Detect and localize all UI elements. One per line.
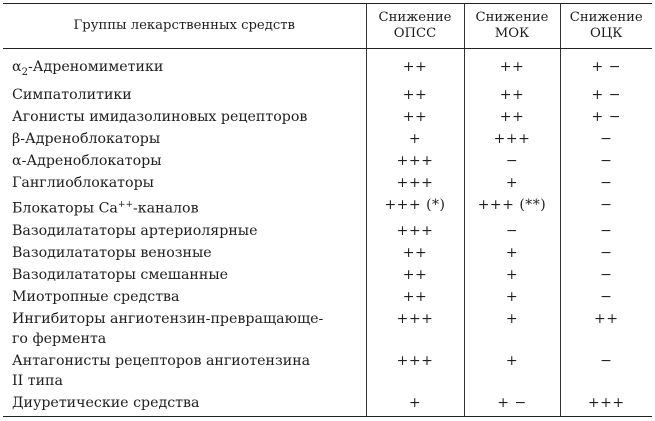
opss-value: ++ (366, 84, 464, 106)
opss-value: ++ (366, 49, 464, 84)
opss-value: +++ (366, 172, 464, 194)
drug-group-name: Ганглиоблокаторы (12, 174, 154, 191)
otsk-value: − (560, 220, 652, 242)
mok-value: + (464, 286, 560, 308)
drug-group-name: Симпатолитики (12, 86, 132, 103)
header-row (3, 4, 652, 49)
table-row (3, 172, 652, 194)
opss-value: ++ (366, 286, 464, 308)
opss-value: ++ (366, 106, 464, 128)
drug-group-name: Вазодилататоры венозные (12, 244, 212, 261)
drug-comparison-table (3, 3, 652, 417)
table-row (3, 150, 652, 172)
table-row (3, 128, 652, 150)
mok-value: +++ (464, 128, 560, 150)
drug-group-name: β-Адреноблокаторы (12, 130, 161, 147)
opss-value: + (366, 128, 464, 150)
otsk-value: + − (560, 106, 652, 128)
table-row (3, 84, 652, 106)
table-row (3, 392, 652, 417)
drug-group-name-line2: го фермента (12, 330, 107, 347)
otsk-value: − (560, 194, 652, 220)
table-row (3, 220, 652, 242)
table-row (3, 308, 652, 350)
mok-value: + (464, 350, 560, 392)
mok-value: ++ (464, 106, 560, 128)
otsk-value: − (560, 150, 652, 172)
drug-group-name (3, 308, 366, 350)
opss-value: +++ (366, 220, 464, 242)
mok-value: − (464, 220, 560, 242)
mok-value: +++ (**) (464, 194, 560, 220)
mok-value: + (464, 308, 560, 350)
header-opss: Снижение ОПСС (366, 4, 464, 49)
otsk-value: − (560, 172, 652, 194)
opss-value: ++ (366, 264, 464, 286)
mok-value: + (464, 242, 560, 264)
table-row (3, 264, 652, 286)
mok-value: − (464, 150, 560, 172)
otsk-value: + − (560, 84, 652, 106)
mok-value: ++ (464, 49, 560, 84)
table-row (3, 194, 652, 220)
mok-value: + (464, 264, 560, 286)
drug-group-name (3, 350, 366, 392)
drug-group-name: Миотропные средства (12, 288, 180, 305)
drug-group-name-line1: Антагонисты рецепторов ангиотензина (12, 352, 311, 369)
opss-value: ++ (366, 242, 464, 264)
drug-group-name: Вазодилататоры смешанные (12, 266, 229, 283)
otsk-value: − (560, 128, 652, 150)
opss-value: + (366, 392, 464, 417)
drug-group-name: Агонисты имидазолиновых рецепторов (12, 108, 308, 125)
opss-value: +++ (366, 150, 464, 172)
table-row (3, 49, 652, 84)
opss-value: +++ (366, 308, 464, 350)
table-row (3, 106, 652, 128)
otsk-value: + − (560, 49, 652, 84)
mok-value: + (464, 172, 560, 194)
drug-group-name-line1: Ингибиторы ангиотензин-превращающе- (12, 310, 324, 327)
mok-value: + − (464, 392, 560, 417)
drug-group-name: α-Адреноблокаторы (12, 152, 162, 169)
drug-group-name-line2: II типа (12, 372, 63, 389)
opss-value: +++ (*) (366, 194, 464, 220)
otsk-value: − (560, 242, 652, 264)
drug-group-name: Вазодилататоры артериолярные (12, 222, 258, 239)
drug-group-name: Блокаторы Ca++-каналов (12, 199, 199, 217)
table-row (3, 286, 652, 308)
header-mok: Снижение МОК (464, 4, 560, 49)
header-group: Группы лекарственных средств (3, 4, 366, 49)
otsk-value: − (560, 286, 652, 308)
otsk-value: +++ (560, 392, 652, 417)
header-otsk: Снижение ОЦК (560, 4, 652, 49)
otsk-value: − (560, 264, 652, 286)
drug-group-name: Диуретические средства (3, 392, 366, 417)
otsk-value: − (560, 350, 652, 392)
otsk-value: ++ (560, 308, 652, 350)
table-row (3, 350, 652, 392)
drug-group-name: $\alpha_2$-Адреномиметики (12, 59, 164, 78)
mok-value: ++ (464, 84, 560, 106)
table-row (3, 242, 652, 264)
opss-value: +++ (366, 350, 464, 392)
